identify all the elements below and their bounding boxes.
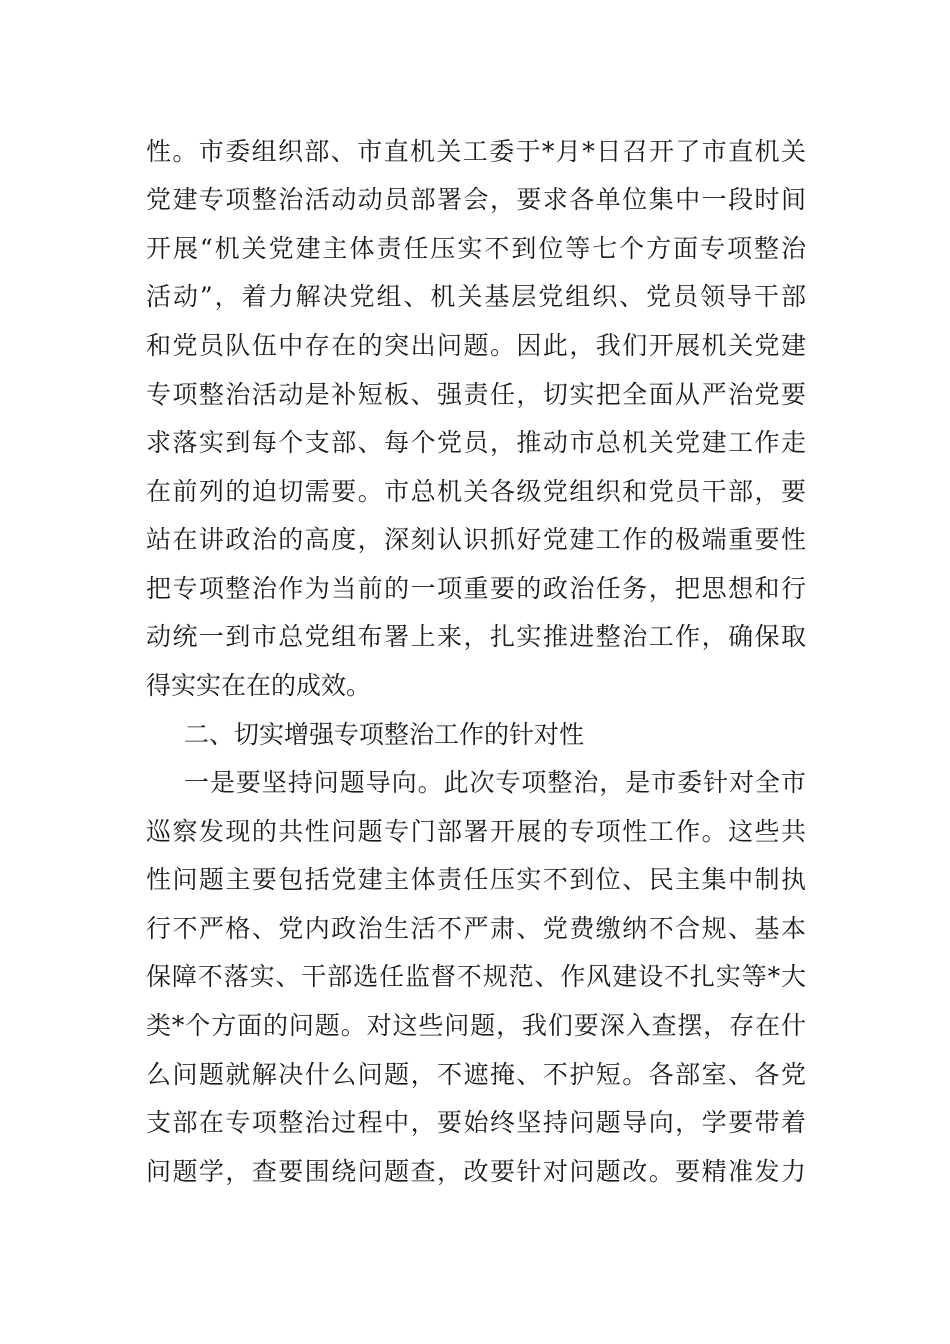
text-line-1: 性。市委组织部、市直机关工委于*月*日召开了市直机关	[146, 137, 806, 166]
text-line-5: 和党员队伍中存在的突出问题。因此，我们开展机关党建	[146, 331, 806, 360]
text-line-18: 保障不落实、干部选任监督不规范、作风建设不扎实等*大	[146, 962, 806, 991]
text-line-15: 巡察发现的共性问题专门部署开展的专项性工作。这些共	[146, 817, 806, 846]
text-line-21: 支部在专项整治过程中，要始终坚持问题导向，学要带着	[146, 1108, 806, 1137]
text-line-3: 开展“机关党建主体责任压实不到位等七个方面专项整治	[146, 234, 806, 263]
text-line-10: 把专项整治作为当前的一项重要的政治任务，把思想和行	[146, 574, 806, 603]
text-line-6: 专项整治活动是补短板、强责任，切实把全面从严治党要	[146, 380, 806, 409]
text-line-16: 性问题主要包括党建主体责任压实不到位、民主集中制执	[146, 865, 806, 894]
section-heading: 二、切实增强专项整治工作的针对性	[184, 720, 585, 749]
text-line-14: 一是要坚持问题导向。此次专项整治，是市委针对全市	[184, 768, 806, 797]
text-line-7: 求落实到每个支部、每个党员，推动市总机关党建工作走	[146, 428, 806, 457]
text-line-9: 站在讲政治的高度，深刻认识抓好党建工作的极端重要性	[146, 525, 806, 554]
text-line-12: 得实实在在的成效。	[146, 671, 372, 700]
text-line-17: 行不严格、党内政治生活不严肃、党费缴纳不合规、基本	[146, 914, 806, 943]
text-line-19: 类*个方面的问题。对这些问题，我们要深入查摆，存在什	[146, 1011, 806, 1040]
text-line-20: 么问题就解决什么问题，不遮掩、不护短。各部室、各党	[146, 1060, 806, 1089]
text-line-11: 动统一到市总党组布署上来，扎实推进整治工作，确保取	[146, 622, 806, 651]
text-line-8: 在前列的迫切需要。市总机关各级党组织和党员干部，要	[146, 477, 806, 506]
text-line-4: 活动”，着力解决党组、机关基层党组织、党员领导干部	[146, 282, 806, 311]
text-line-22: 问题学，查要围绕问题查，改要针对问题改。要精准发力	[146, 1157, 806, 1186]
text-line-2: 党建专项整治活动动员部署会，要求各单位集中一段时间	[146, 185, 806, 214]
